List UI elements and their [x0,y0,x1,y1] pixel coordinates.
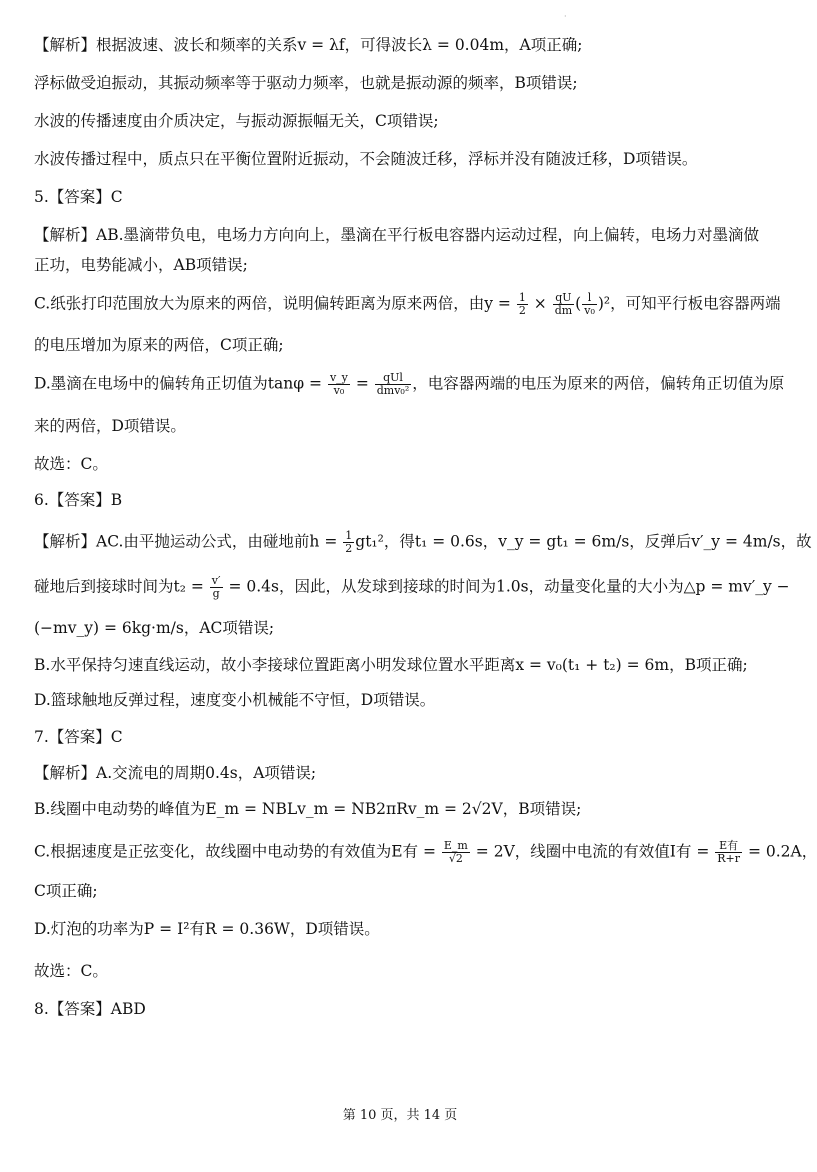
fraction-denominator: dmv₀² [376,384,410,397]
text-segment: 碰地后到接球时间为t₂ = [34,577,209,596]
fraction-numerator: v′ [211,574,221,587]
text-segment: = 2V，线圈中电流的有效值I有 = [470,842,715,861]
fraction-denominator: R+r [717,852,741,865]
formula-line [34,839,817,865]
text-line: 【解析】A.交流电的周期0.4s，A项错误; [34,764,317,782]
paren: )² [597,294,611,313]
fraction-numerator: l [582,292,597,305]
text-segment: gt₁² [355,532,384,551]
text-line: 水波的传播速度由介质决定，与振动源振幅无关，C项错误; [34,112,439,130]
text-line: 故选：C。 [34,962,108,980]
text-line: (−mv_y) = 6kg·m/s，AC项错误; [34,619,275,637]
text-line: 浮标做受迫振动，其振动频率等于驱动力频率，也就是振动源的频率，B项错误; [34,74,578,92]
text-line: 来的两倍，D项错误。 [34,417,186,435]
fraction [582,292,597,317]
fraction-numerator: v_y [329,371,348,384]
fraction-numerator: qU [553,292,574,305]
paren: ( [575,294,582,313]
formula-line [34,371,785,397]
text-line: C项正确; [34,882,98,900]
fraction-denominator: g [212,587,220,600]
fraction-denominator: √2 [448,852,463,865]
text-line: 水波传播过程中，质点只在平衡位置附近振动，不会随波迁移，浮标并没有随波迁移，D项错误。 [34,150,698,168]
text-line: 的电压增加为原来的两倍，C项正确; [34,336,284,354]
formula-line [34,529,812,555]
fraction [517,292,528,317]
fraction-denominator: dm [554,304,573,317]
text-segment: 【解析】AC.由平抛运动公式，由碰地前h = [34,532,343,551]
text-segment: ，电容器两端的电压为原来的两倍，偏转角正切值为原 [412,374,785,393]
text-line: 故选：C。 [34,455,108,473]
corner-mark: · [564,12,567,21]
fraction-denominator: v₀ [333,384,345,397]
fraction-numerator: E有 [715,840,742,853]
operator: = [350,374,374,393]
answer-heading: 7.【答案】C [34,728,123,746]
text-line: 正功，电势能减小，AB项错误; [34,256,248,274]
formula-line [34,291,781,317]
text-line: B.水平保持匀速直线运动，故小李接球位置距离小明发球位置水平距离x = v₀(t₁ + t₂) = 6m，B项正确; [34,656,748,674]
fraction [343,530,354,555]
page-footer: 第 10 页，共 14 页 [342,1108,458,1123]
text-segment: C.根据速度是正弦变化，故线圈中电动势的有效值为E有 = [34,842,441,861]
text-segment: ，可知平行板电容器两端 [610,294,781,313]
fraction [210,575,223,600]
text-segment: D.墨滴在电场中的偏转角正切值为tanφ = [34,374,327,393]
text-segment: ，得t₁ = 0.6s，v_y = gt₁ = 6m/s，反弹后v′_y = 4m/s，故 [383,532,812,551]
fraction-numerator: 1 [518,291,526,304]
text-line: D.篮球触地反弹过程，速度变小机械能不守恒，D项错误。 [34,691,436,709]
text-segment: = 0.4s，因此，从发球到接球的时间为1.0s，动量变化量的大小为△p = mv′_y − [223,577,790,596]
fraction [442,840,470,865]
fraction-denominator: v₀ [584,304,595,317]
fraction [375,372,412,397]
text-line: 【解析】AB.墨滴带负电，电场力方向向上，墨滴在平行板电容器内运动过程，向上偏转，电场力对墨滴做 [34,226,760,244]
text-segment: C.纸张打印范围放大为原来的两倍，说明偏转距离为原来两倍，由y = [34,294,516,313]
fraction-numerator: E_m [443,839,468,852]
answer-heading: 8.【答案】ABD [34,1000,146,1018]
formula-line [34,574,790,600]
fraction-numerator: 1 [345,529,353,542]
operator: × [528,294,552,313]
fraction [328,372,350,397]
fraction-denominator: 2 [518,304,526,317]
answer-heading: 6.【答案】B [34,491,123,509]
answer-heading: 5.【答案】C [34,188,123,206]
fraction [553,292,574,317]
text-line: 【解析】根据波速、波长和频率的关系v = λf，可得波长λ = 0.04m，A项正确; [34,36,583,54]
fraction [715,840,742,865]
text-line: D.灯泡的功率为P = I²有R = 0.36W，D项错误。 [34,920,380,938]
text-segment: = 0.2A， [743,842,817,861]
fraction-numerator: qUl [375,372,412,385]
fraction-denominator: 2 [345,542,353,555]
text-line: B.线圈中电动势的峰值为E_m = NBLv_m = NB2πRv_m = 2√2V，B项错误; [34,800,582,818]
